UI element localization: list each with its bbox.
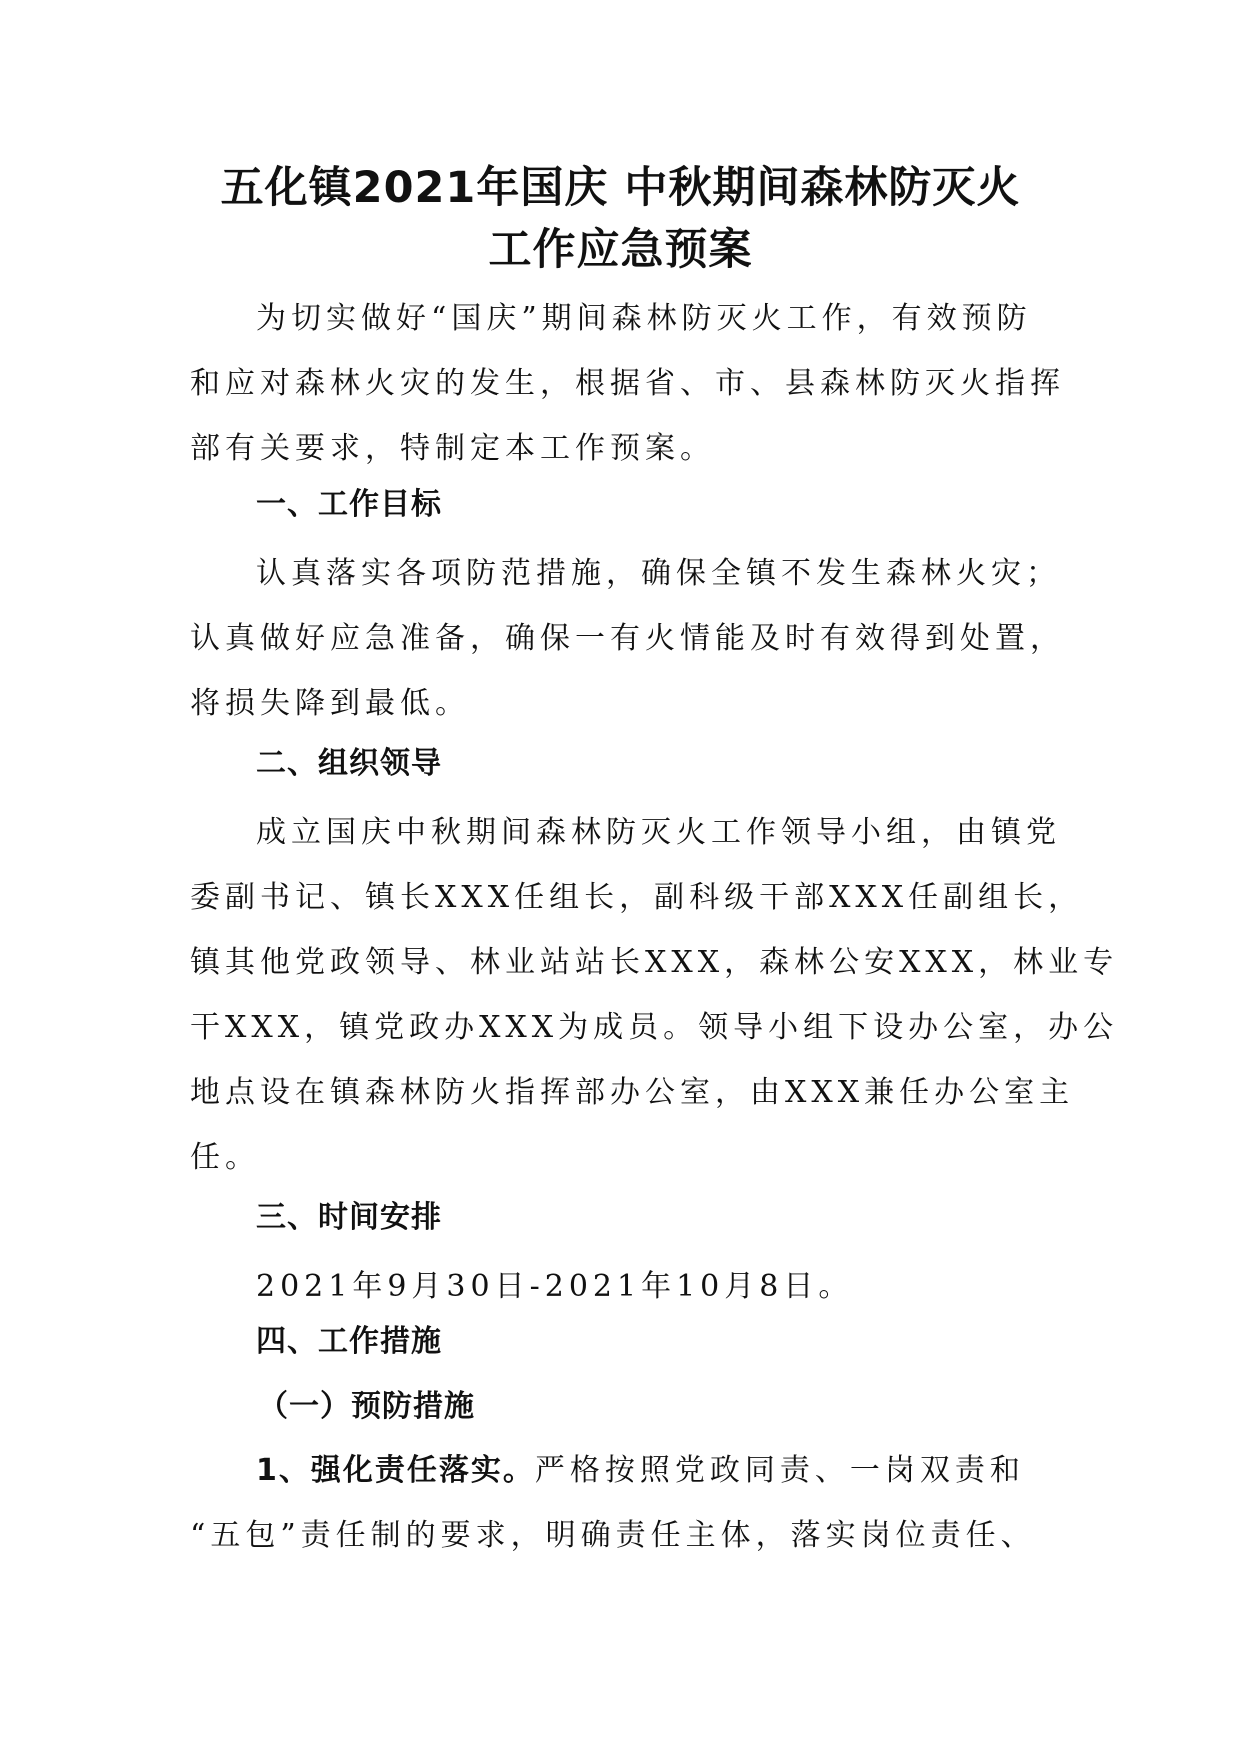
section-4-heading: 四、工作措施 xyxy=(256,1324,442,1359)
section-4-line: “五包”责任制的要求，明确责任主体，落实岗位责任、 xyxy=(190,1518,1036,1553)
intro-line: 部有关要求，特制定本工作预案。 xyxy=(190,431,715,466)
intro-line: 和应对森林火灾的发生，根据省、市、县森林防灭火指挥 xyxy=(190,366,1065,401)
document-title-line-1: 五化镇2021年国庆 中秋期间森林防灭火 xyxy=(220,163,1021,213)
section-3-line: 2021年9月30日-2021年10月8日。 xyxy=(256,1269,854,1304)
document-title-line-2: 工作应急预案 xyxy=(488,225,753,275)
section-1-line: 将损失降到最低。 xyxy=(190,686,470,721)
section-1-paragraph xyxy=(190,541,1070,736)
section-2-line: 成立国庆中秋期间森林防灭火工作领导小组，由镇党 xyxy=(256,815,1061,850)
section-2-line: 干XXX，镇党政办XXX为成员。领导小组下设办公室，办公 xyxy=(190,1010,1119,1045)
section-1-line: 认真做好应急准备，确保一有火情能及时有效得到处置， xyxy=(190,621,1065,656)
section-4-line xyxy=(190,1438,1070,1503)
section-2-line: 委副书记、镇长XXX任组长，副科级干部XXX任副组长， xyxy=(190,880,1084,915)
section-4-subheading: （一）预防措施 xyxy=(258,1389,475,1424)
section-2-line: 任。 xyxy=(190,1140,260,1175)
section-1-line: 认真落实各项防范措施，确保全镇不发生森林火灾； xyxy=(256,556,1061,591)
intro-line: 为切实做好“国庆”期间森林防灭火工作，有效预防 xyxy=(256,301,1032,336)
section-2-heading: 二、组织领导 xyxy=(256,746,442,781)
section-3-paragraph xyxy=(190,1254,1070,1319)
section-2-line: 地点设在镇森林防火指挥部办公室，由XXX兼任办公室主 xyxy=(190,1075,1075,1110)
section-2-paragraph xyxy=(190,800,1119,1190)
item-1-lead: 1、强化责任落实。 xyxy=(256,1453,535,1488)
intro-paragraph xyxy=(190,286,1070,481)
item-1-text: 严格按照党政同责、一岗双责和 xyxy=(534,1453,1025,1488)
section-2-line: 镇其他党政领导、林业站站长XXX，森林公安XXX，林业专 xyxy=(190,945,1119,980)
section-3-heading: 三、时间安排 xyxy=(256,1200,442,1235)
section-4-paragraph xyxy=(190,1438,1070,1568)
section-1-heading: 一、工作目标 xyxy=(256,487,442,522)
